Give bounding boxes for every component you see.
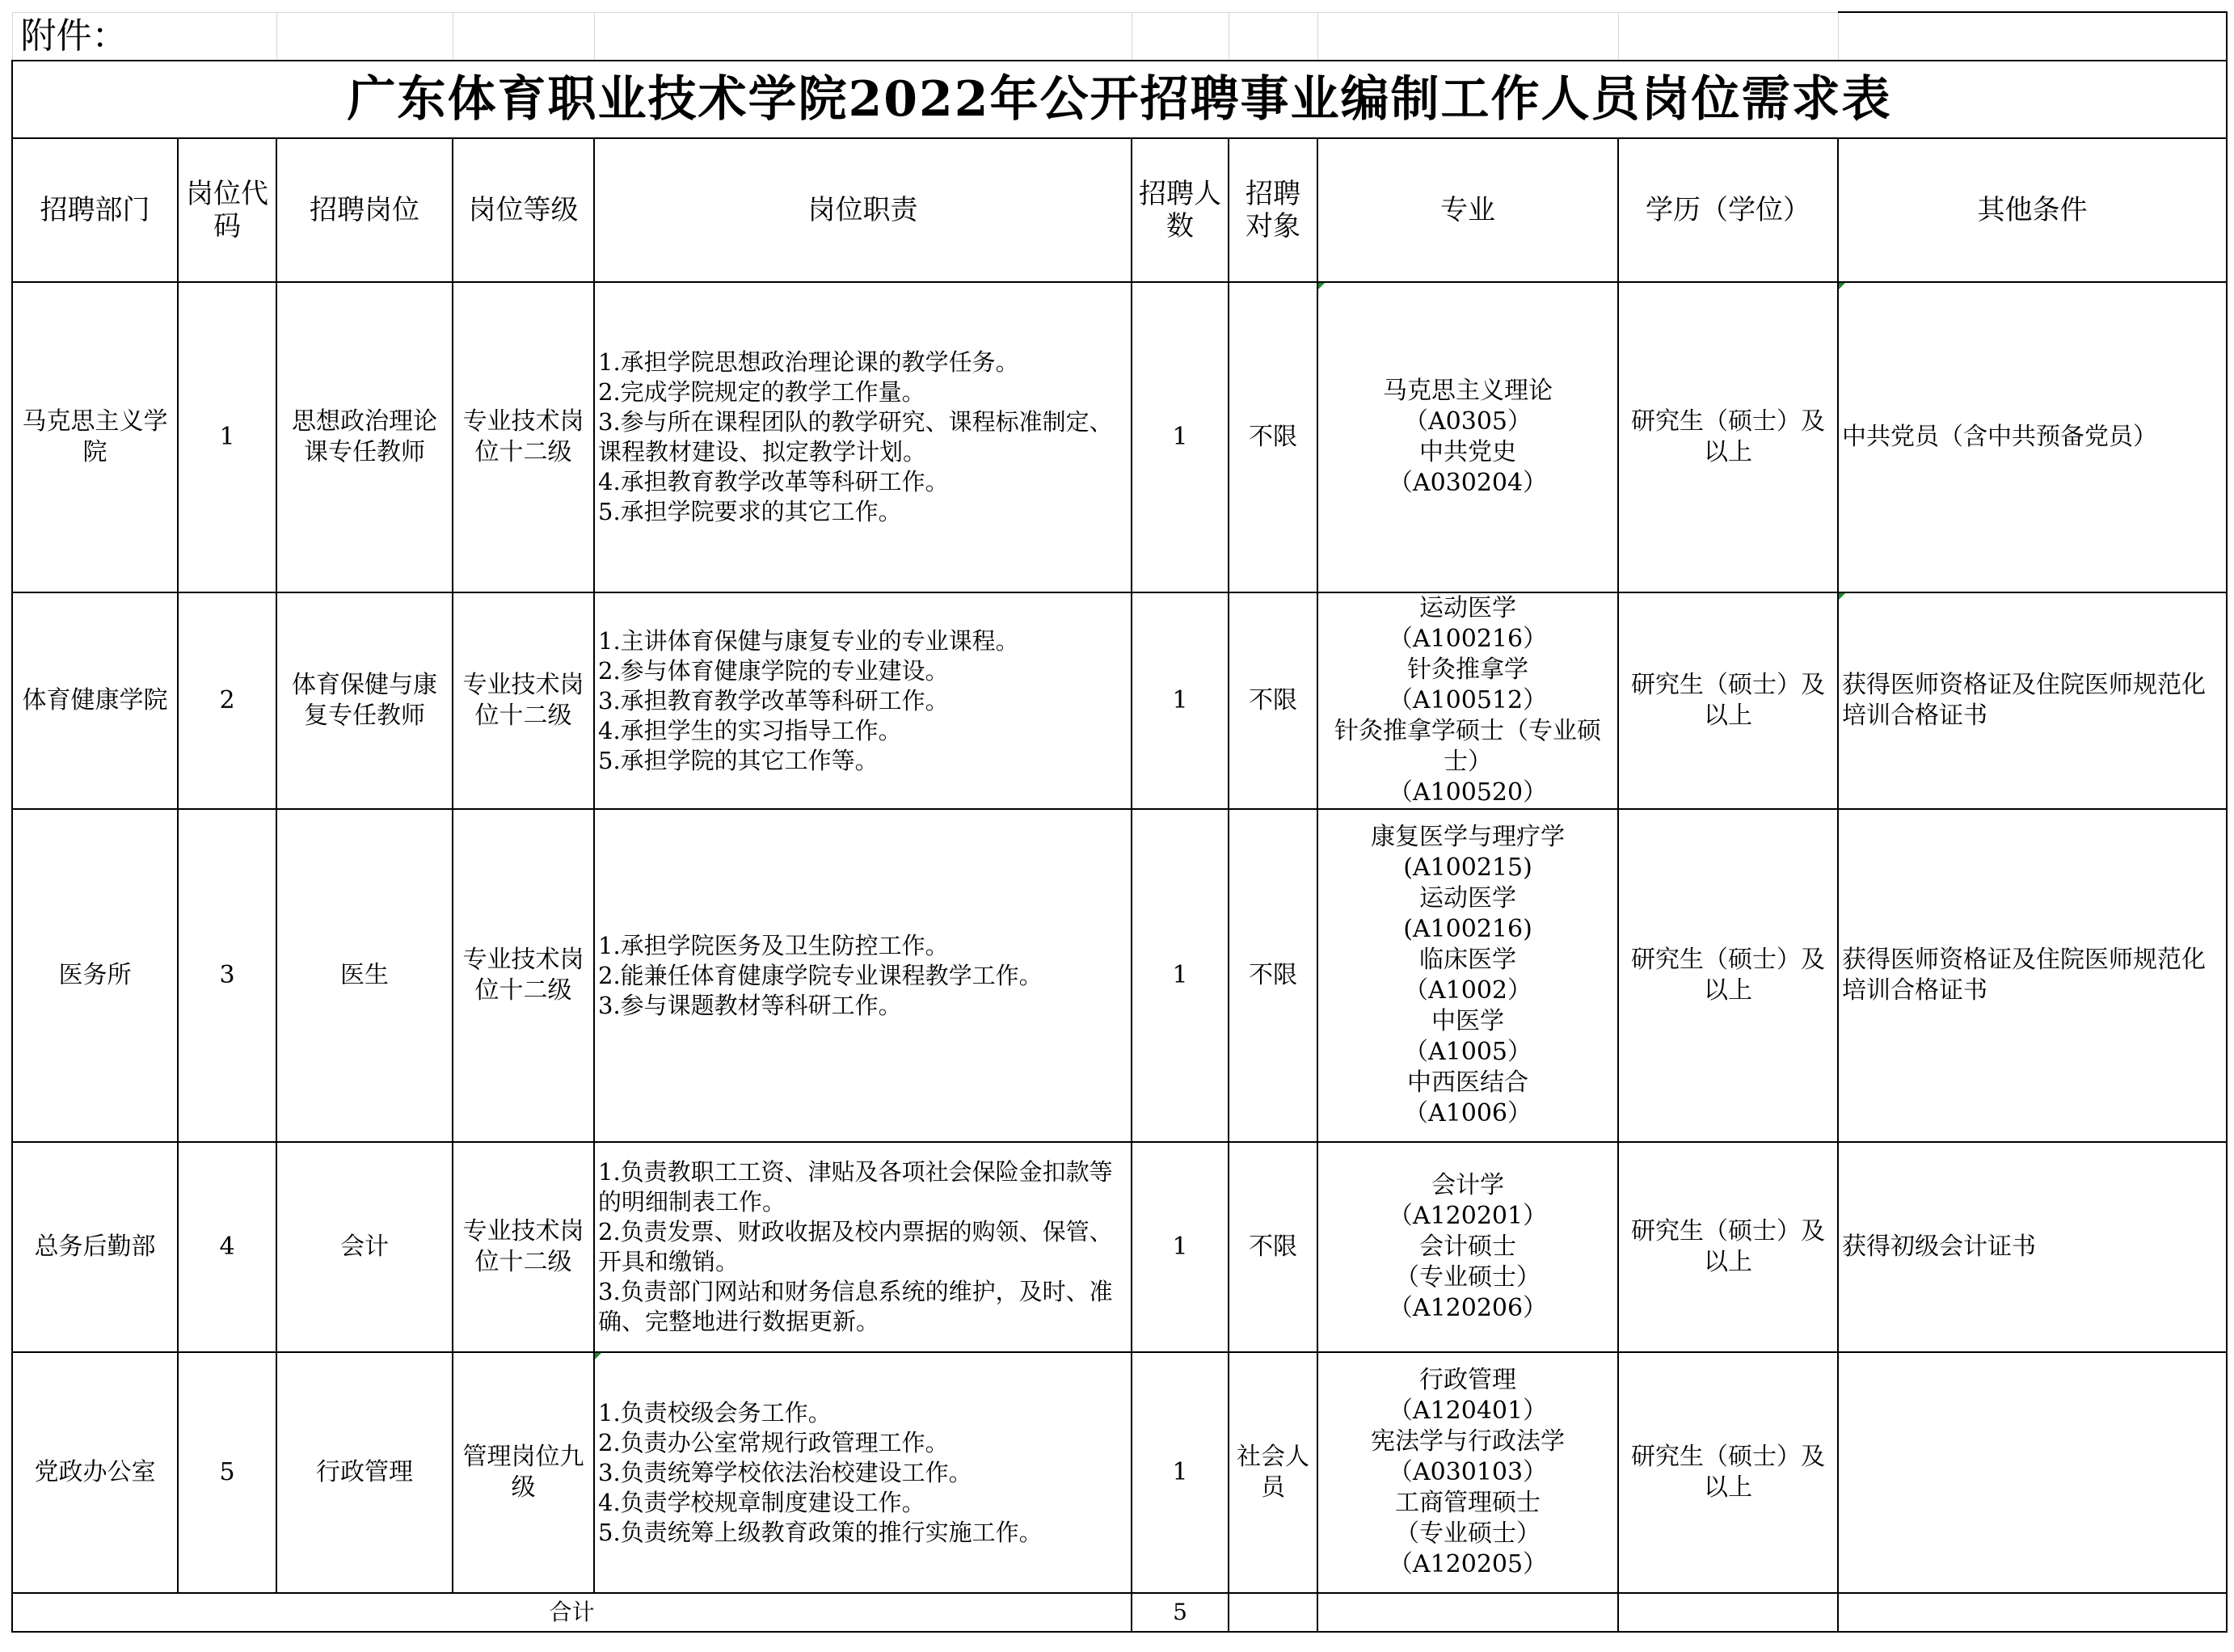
- cell-grade: 专业技术岗位十二级: [453, 592, 594, 809]
- cell-major: [1317, 1142, 1618, 1352]
- header-duties: 岗位职责: [594, 138, 1132, 282]
- major-line: （A100520）: [1388, 778, 1548, 807]
- major-line: (A100215): [1403, 853, 1532, 882]
- duty-line: 5.负责统筹上级教育政策的推行实施工作。: [598, 1518, 1043, 1546]
- major-line: （A030204）: [1388, 469, 1548, 497]
- duty-line: 3.负责统筹学校依法治校建设工作。: [598, 1458, 972, 1486]
- attachment-label: 附件：: [12, 12, 276, 61]
- cell-target: 不限: [1229, 1142, 1317, 1352]
- major-line: 临床医学: [1419, 946, 1516, 974]
- major-line: 针灸推拿学硕士（专业硕士）: [1334, 717, 1601, 776]
- cell-grade: 专业技术岗位十二级: [453, 282, 594, 592]
- major-line: （A0305）: [1403, 407, 1532, 436]
- cell-education: 研究生（硕士）及以上: [1618, 809, 1838, 1142]
- duty-line: 2.能兼任体育健康学院专业课程教学工作。: [598, 961, 1043, 989]
- major-line: （A1006）: [1403, 1099, 1532, 1127]
- cell-dept: 党政办公室: [12, 1352, 178, 1593]
- cell-education: 研究生（硕士）及以上: [1618, 592, 1838, 809]
- cell-code: 5: [178, 1352, 276, 1593]
- major-line: 康复医学与理疗学: [1371, 823, 1565, 851]
- header-code: 岗位代码: [178, 138, 276, 282]
- major-line: 运动医学: [1419, 594, 1516, 622]
- table-row: [12, 809, 2227, 1142]
- duty-line: 2.完成学院规定的教学工作量。: [598, 378, 925, 406]
- total-row: [12, 1593, 2227, 1632]
- cell-count: 1: [1132, 282, 1229, 592]
- major-line: 运动医学: [1419, 884, 1516, 912]
- table-row: [12, 1352, 2227, 1593]
- cell-duties: [594, 1352, 1132, 1593]
- major-line: （A120206）: [1388, 1294, 1548, 1322]
- cell-code: 1: [178, 282, 276, 592]
- total-label: 合计: [12, 1593, 1132, 1632]
- duty-line: 1.负责校级会务工作。: [598, 1398, 832, 1427]
- header-grade: 岗位等级: [453, 138, 594, 282]
- major-line: 宪法学与行政法学: [1371, 1427, 1565, 1456]
- major-line: 会计硕士: [1419, 1233, 1516, 1261]
- cell-education: 研究生（硕士）及以上: [1618, 282, 1838, 592]
- duty-line: 3.承担教育教学改革等科研工作。: [598, 686, 949, 714]
- major-line: 中医学: [1431, 1007, 1504, 1035]
- header-row: [12, 138, 2227, 282]
- cell-dept: 马克思主义学院: [12, 282, 178, 592]
- major-line: 马克思主义理论: [1383, 377, 1553, 405]
- major-line: （A100512）: [1388, 686, 1548, 714]
- cell-target: 社会人员: [1229, 1352, 1317, 1593]
- major-line: 针灸推拿学: [1407, 655, 1528, 684]
- major-line: （A1005）: [1403, 1038, 1532, 1066]
- cell-grade: 专业技术岗位十二级: [453, 1142, 594, 1352]
- cell-grade: 管理岗位九级: [453, 1352, 594, 1593]
- major-line: （A120205）: [1388, 1550, 1548, 1578]
- major-line: （A120201）: [1388, 1202, 1548, 1230]
- duty-line: 2.参与体育健康学院的专业建设。: [598, 656, 949, 685]
- cell-count: 1: [1132, 1352, 1229, 1593]
- cell-dept: 体育健康学院: [12, 592, 178, 809]
- cell-target: 不限: [1229, 809, 1317, 1142]
- header-position: 招聘岗位: [276, 138, 453, 282]
- cell-dept: 医务所: [12, 809, 178, 1142]
- duty-line: 1.主讲体育保健与康复专业的专业课程。: [598, 626, 1019, 655]
- duty-line: 1.承担学院医务及卫生防控工作。: [598, 931, 949, 959]
- cell-code: 4: [178, 1142, 276, 1352]
- position-table: [11, 11, 2228, 1633]
- major-line: （A120401）: [1388, 1397, 1548, 1425]
- major-line: (A100216): [1403, 915, 1532, 943]
- cell-position: 行政管理: [276, 1352, 453, 1593]
- cell-duties: [594, 809, 1132, 1142]
- major-line: 工商管理硕士: [1395, 1489, 1541, 1517]
- major-line: 行政管理: [1419, 1366, 1516, 1394]
- page-title: 广东体育职业技术学院2022年公开招聘事业编制工作人员岗位需求表: [12, 61, 2227, 138]
- duty-line: 5.承担学院的其它工作等。: [598, 746, 879, 774]
- header-education: 学历（学位）: [1618, 138, 1838, 282]
- cell-target: 不限: [1229, 592, 1317, 809]
- table-row: [12, 592, 2227, 809]
- cell-code: 3: [178, 809, 276, 1142]
- duty-line: 3.参与所在课程团队的教学研究、课程标准制定、课程教材建设、拟定教学计划。: [598, 408, 1113, 466]
- cell-position: 思想政治理论课专任教师: [276, 282, 453, 592]
- header-target: 招聘对象: [1229, 138, 1317, 282]
- cell-other: 中共党员（含中共预备党员）: [1838, 282, 2227, 592]
- header-count: 招聘人数: [1132, 138, 1229, 282]
- cell-major: [1317, 809, 1618, 1142]
- table-row: [12, 282, 2227, 592]
- major-line: （A030103）: [1388, 1458, 1548, 1486]
- cell-major: [1317, 1352, 1618, 1593]
- header-other: 其他条件: [1838, 138, 2227, 282]
- cell-other: [1838, 1352, 2227, 1593]
- duty-line: 5.承担学院要求的其它工作。: [598, 498, 902, 525]
- cell-education: 研究生（硕士）及以上: [1618, 1142, 1838, 1352]
- total-count: 5: [1132, 1593, 1229, 1632]
- cell-position: 医生: [276, 809, 453, 1142]
- major-line: 中共党史: [1419, 438, 1516, 466]
- major-line: 中西医结合: [1407, 1068, 1528, 1097]
- cell-count: 1: [1132, 809, 1229, 1142]
- header-dept: 招聘部门: [12, 138, 178, 282]
- duty-line: 1.负责教职工工资、津贴及各项社会保险金扣款等的明细制表工作。: [598, 1158, 1113, 1216]
- cell-position: 体育保健与康复专任教师: [276, 592, 453, 809]
- duty-line: 4.承担教育教学改革等科研工作。: [598, 468, 949, 495]
- table-row: [12, 1142, 2227, 1352]
- cell-target: 不限: [1229, 282, 1317, 592]
- cell-grade: 专业技术岗位十二级: [453, 809, 594, 1142]
- cell-dept: 总务后勤部: [12, 1142, 178, 1352]
- cell-count: 1: [1132, 1142, 1229, 1352]
- recruitment-sheet: [11, 11, 2226, 1633]
- cell-major: [1317, 282, 1618, 592]
- title-row: [12, 61, 2227, 138]
- major-line: （专业硕士）: [1395, 1263, 1541, 1292]
- cell-duties: [594, 592, 1132, 809]
- cell-other: 获得医师资格证及住院医师规范化培训合格证书: [1838, 592, 2227, 809]
- duty-line: 2.负责办公室常规行政管理工作。: [598, 1428, 949, 1456]
- duty-line: 4.承担学生的实习指导工作。: [598, 716, 902, 744]
- header-major: 专业: [1317, 138, 1618, 282]
- cell-duties: [594, 1142, 1132, 1352]
- cell-major: [1317, 592, 1618, 809]
- cell-other: 获得医师资格证及住院医师规范化培训合格证书: [1838, 809, 2227, 1142]
- duty-line: 4.负责学校规章制度建设工作。: [598, 1488, 925, 1516]
- duty-line: 1.承担学院思想政治理论课的教学任务。: [598, 348, 1019, 376]
- cell-count: 1: [1132, 592, 1229, 809]
- major-line: 会计学: [1431, 1171, 1504, 1199]
- duty-line: 3.参与课题教材等科研工作。: [598, 991, 902, 1019]
- duty-line: 3.负责部门网站和财务信息系统的维护，及时、准确、完整地进行数据更新。: [598, 1278, 1113, 1335]
- major-line: （A1002）: [1403, 976, 1532, 1005]
- attachment-row: [12, 12, 2227, 61]
- major-line: （A100216）: [1388, 625, 1548, 653]
- duty-line: 2.负责发票、财政收据及校内票据的购领、保管、开具和缴销。: [598, 1218, 1113, 1275]
- major-line: （专业硕士）: [1395, 1519, 1541, 1548]
- cell-other: 获得初级会计证书: [1838, 1142, 2227, 1352]
- cell-position: 会计: [276, 1142, 453, 1352]
- cell-education: 研究生（硕士）及以上: [1618, 1352, 1838, 1593]
- cell-code: 2: [178, 592, 276, 809]
- cell-duties: [594, 282, 1132, 592]
